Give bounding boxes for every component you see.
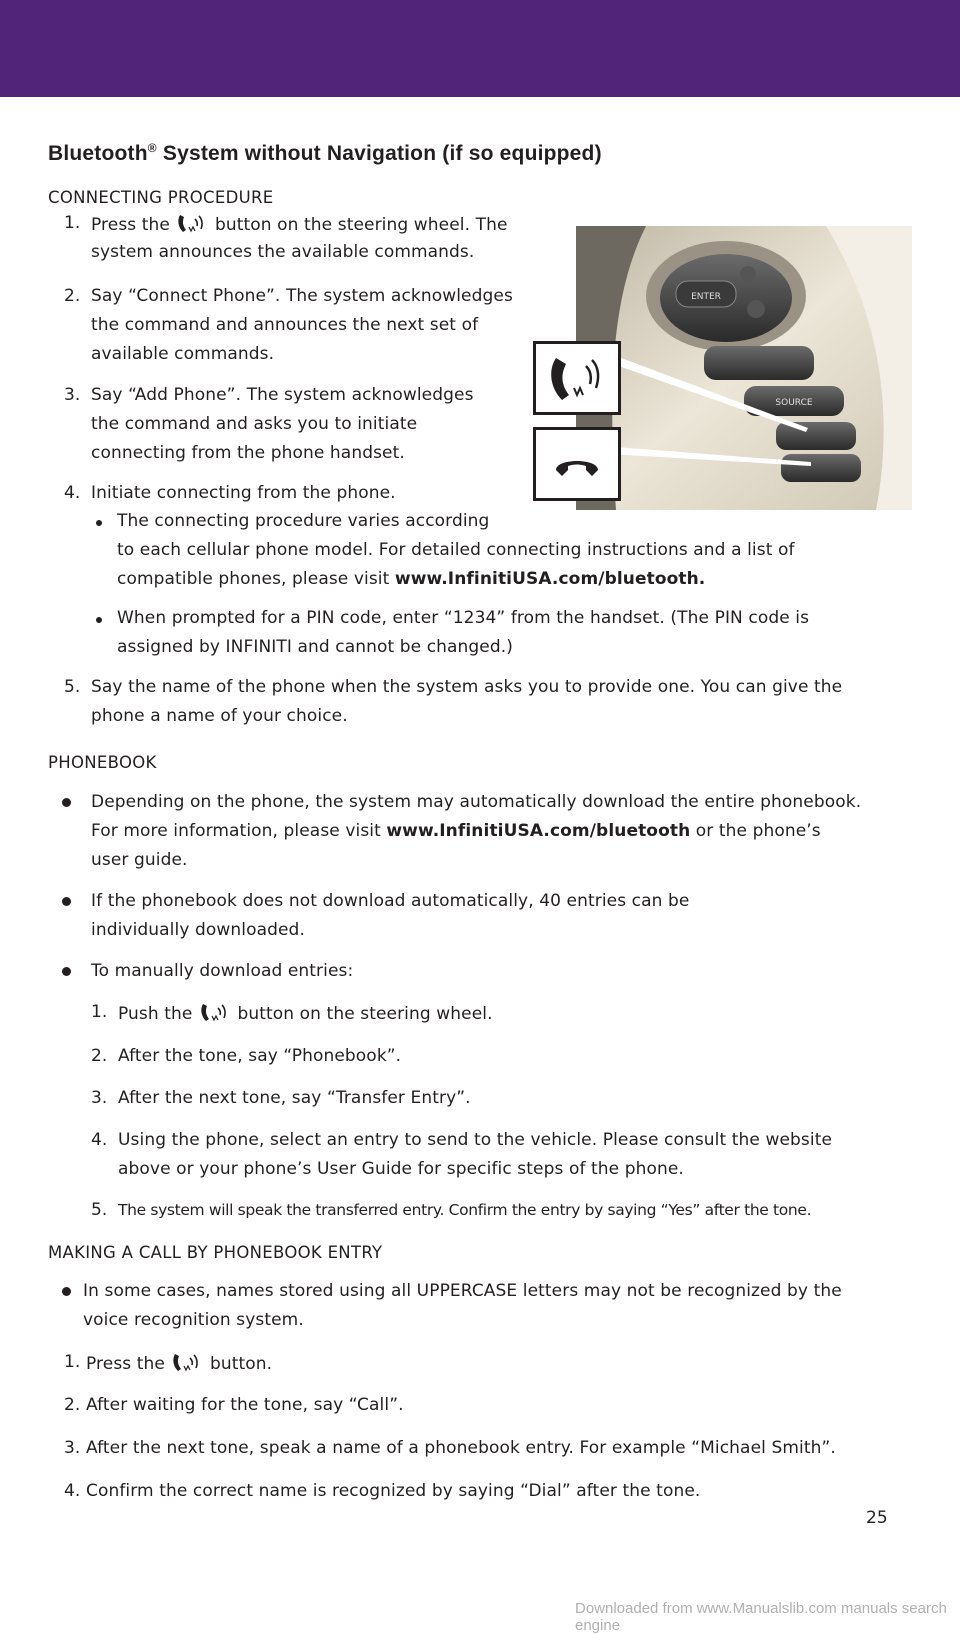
step-number: 3. xyxy=(64,385,81,405)
step-text: phone a name of your choice. xyxy=(91,706,348,726)
end-call-icon xyxy=(536,430,618,498)
step-number: 1. xyxy=(64,1352,81,1372)
bullet-text: To manually download entries: xyxy=(91,961,354,981)
step-text: Say “Connect Phone”. The system acknowledges xyxy=(91,286,513,306)
step-text: the command and announces the next set of xyxy=(91,315,479,335)
talk-phone-icon xyxy=(198,1000,232,1024)
steering-wheel-illustration xyxy=(576,226,912,510)
bullet-text: In some cases, names stored using all UPPERCASE letters may not be recognized by the xyxy=(83,1281,842,1301)
talk-button-callout xyxy=(533,341,621,415)
step-number: 3. xyxy=(64,1438,81,1458)
step-number: 1. xyxy=(91,1002,108,1022)
step-text: After the tone, say “Phonebook”. xyxy=(118,1046,402,1066)
bullet-text: compatible phones, please visit www.InfinitiUSA.com/bluetooth. xyxy=(117,569,706,589)
bullet-text: assigned by INFINITI and cannot be changed.) xyxy=(117,637,513,657)
step-number: 2. xyxy=(91,1046,108,1066)
step-number: 5. xyxy=(64,677,81,697)
end-call-button-callout xyxy=(533,427,621,501)
step-text: The system will speak the transferred entry. Confirm the entry by saying “Yes” after the tone. xyxy=(118,1201,812,1219)
bullet xyxy=(62,897,71,906)
phonebook-heading: PHONEBOOK xyxy=(48,753,157,772)
bullet xyxy=(96,617,102,623)
source-label: SOURCE xyxy=(775,398,813,408)
bullet-text: voice recognition system. xyxy=(83,1310,304,1330)
step-text: connecting from the phone handset. xyxy=(91,443,405,463)
step-text: the command and asks you to initiate xyxy=(91,414,418,434)
page-number: 25 xyxy=(866,1508,888,1528)
bullet-text: If the phonebook does not download automatically, 40 entries can be xyxy=(91,891,690,911)
bullet-text: individually downloaded. xyxy=(91,920,305,940)
step-text: Say the name of the phone when the system asks you to provide one. You can give the xyxy=(91,677,843,697)
step-text: Say “Add Phone”. The system acknowledges xyxy=(91,385,474,405)
header-bar xyxy=(0,0,960,97)
step-text: Confirm the correct name is recognized by saying “Dial” after the tone. xyxy=(86,1481,701,1501)
step-number: 2. xyxy=(64,1395,81,1415)
bullet xyxy=(62,967,71,976)
page-title: Bluetooth® System without Navigation (if so equipped) xyxy=(48,141,602,165)
enter-label: ENTER xyxy=(691,292,721,302)
bullet-text: user guide. xyxy=(91,850,188,870)
step-number: 1. xyxy=(64,213,81,233)
step-text: Push the button on the steering wheel. xyxy=(118,1000,493,1026)
talk-phone-icon xyxy=(536,344,618,412)
bullet xyxy=(96,520,102,526)
step-text: After waiting for the tone, say “Call”. xyxy=(86,1395,404,1415)
bullet-text: The connecting procedure varies according xyxy=(117,511,490,531)
step-text: available commands. xyxy=(91,344,275,364)
step-text: above or your phone’s User Guide for specific steps of the phone. xyxy=(118,1159,684,1179)
bullet-text: to each cellular phone model. For detailed connecting instructions and a list of xyxy=(117,540,795,560)
bullet xyxy=(62,798,71,807)
making-call-heading: MAKING A CALL BY PHONEBOOK ENTRY xyxy=(48,1243,383,1262)
step-number: 4. xyxy=(64,1481,81,1501)
step-number: 2. xyxy=(64,286,81,306)
bluetooth-link[interactable]: www.InfinitiUSA.com/bluetooth xyxy=(386,821,691,841)
step-text: After the next tone, say “Transfer Entry”. xyxy=(118,1088,471,1108)
connecting-heading: CONNECTING PROCEDURE xyxy=(48,188,274,207)
talk-phone-icon xyxy=(170,1350,204,1374)
step-number: 3. xyxy=(91,1088,108,1108)
bullet-text: When prompted for a PIN code, enter “1234” from the handset. (The PIN code is xyxy=(117,608,810,628)
step-text: Initiate connecting from the phone. xyxy=(91,483,396,503)
bullet-text: For more information, please visit www.InfinitiUSA.com/bluetooth or the phone’s xyxy=(91,821,821,841)
talk-phone-icon xyxy=(175,211,209,235)
step-number: 5. xyxy=(91,1200,108,1220)
step-number: 4. xyxy=(64,483,81,503)
step-text: system announces the available commands. xyxy=(91,242,475,262)
step-number: 4. xyxy=(91,1130,108,1150)
bluetooth-link[interactable]: www.InfinitiUSA.com/bluetooth. xyxy=(394,569,706,589)
step-text: Using the phone, select an entry to send to the vehicle. Please consult the website xyxy=(118,1130,833,1150)
step-text: After the next tone, speak a name of a phonebook entry. For example “Michael Smith”. xyxy=(86,1438,836,1458)
step-text: Press the button. xyxy=(86,1350,272,1376)
bullet xyxy=(62,1287,71,1296)
steering-wheel-photo xyxy=(576,226,912,510)
footer-watermark: Downloaded from www.Manualslib.com manuals search engine xyxy=(575,1600,947,1634)
bullet-text: Depending on the phone, the system may automatically download the entire phonebook. xyxy=(91,792,862,812)
step-text: Press the button on the steering wheel. The xyxy=(91,211,508,237)
